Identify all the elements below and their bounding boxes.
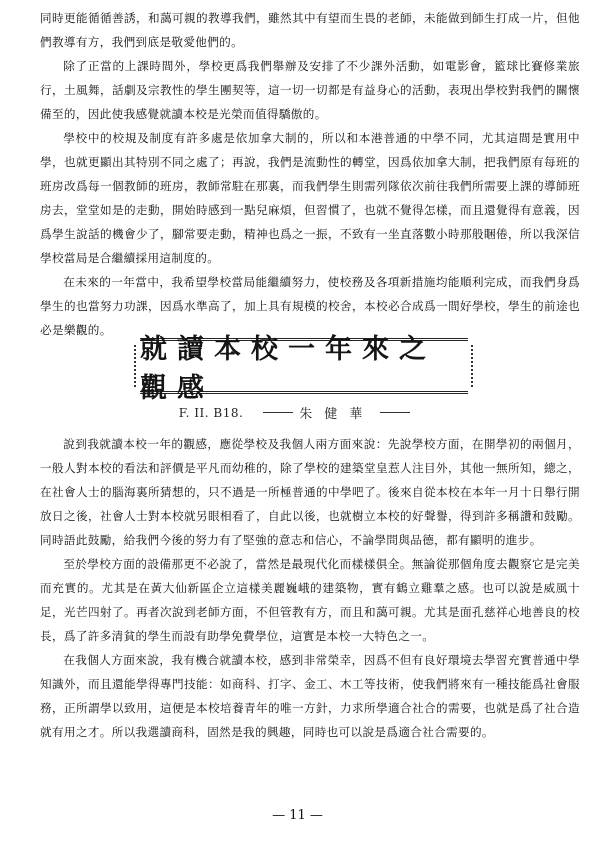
article-body [40,432,580,744]
upper-paragraph-1: 同時更能循循善誘，和藹可親的教導我們，雖然其中有望而生畏的老師，未能做到師生打成一片，但他們教導有方，我們到底是敬愛他們的。 [40,11,580,49]
upper-paragraph-4: 在未來的一年當中，我希望學校當局能繼續努力，使校務及各項新措施均能順利完成，而我們身爲學生的也當努力功課，因爲水準高了，加上具有規模的校舍，本校必合成爲一間好學校，學生的前途也必是樂觀的。 [40,275,580,337]
dash-right [380,412,410,413]
author-byline [0,403,595,422]
upper-paragraph-3: 學校中的校規及制度有許多處是依加拿大制的，所以和本港普通的中學不同，尤其這間是實用中學，也就更顯出其特別不同之處了；再說，我們是流動性的轉堂，因爲依加拿大制，把我們原有每班的班房改爲每一個教師的班房，教師常駐在那裏，而我們學生則需列隊依次前往我們所需要上課的導師班房去，堂堂如是的走動，開始時感到一點兒麻煩，但習慣了，也就不覺得怎樣，而且還覺得有意義，因爲學生說話的機會少了，腳常要走動，精神也爲之一振，不致有一坐直落數小時那般睏倦，所以我深信學校當局是合繼續採用這制度的。 [40,131,580,265]
article-title-frame [140,334,468,404]
body-paragraph-3: 在我個人方面來說，我有機合就讀本校，感到非常榮幸，因爲不但有良好環境去學習充實普通中學知識外，而且還能學得專門技能：如商科、打字、金工、木工等技術，使我們將來有一種技能爲社會服務，正所謂學以致用，這便是本校培養青年的唯一方針，力求所學適合社合的需要，也就是爲了社合造就有用之才。所以我選讀商科，固然是我的興趣，同時也可以說是爲適合社合需要的。 [40,653,580,739]
body-paragraph-1: 說到我就讀本校一年的觀感，應從學校及我個人兩方面來說：先說學校方面，在開學初的兩個月，一般人對本校的看法和評價是平凡而幼稚的，除了學校的建築堂皇惹人注目外，其他一無所知，總之，在社會人士的腦海裏所猜想的，只不過是一所極普通的中學吧了。後來自從本校在本年一月十日舉行開放日之後，社會人士對本校就另眼相看了，自此以後，也就樹立本校的好聲譽，得到許多稱讚和鼓勵。同時語此鼓勵，給我們今後的努力有了堅強的意志和信心，不論學問與品德，都有顯明的進步。 [40,437,580,547]
article-title: 就讀本校一年來之觀感 [140,334,436,404]
author-class: F. II. B18. [178,405,244,420]
page-number: — 11 — [272,808,323,823]
upper-paragraph-2: 除了正當的上課時間外，學校更爲我們舉辦及安排了不少課外活動，如電影會，籃球比賽修業旅行，土風舞，話劇及宗教性的學生團契等，這一切一切都是有益身心的活動，表現出學校對我們的關懷備至的，因此使我感覺就讀本校是光榮而值得驕傲的。 [40,59,580,121]
upper-article-continuation [40,6,580,342]
author-name: 朱健華 [299,407,375,422]
body-paragraph-2: 至於學校方面的設備那更不必說了，當然是最現代化而樣樣俱全。無論從那個角度去觀察它是完美而充實的。尤其是在黃大仙新區企立這樣美麗巍峨的建築物，實有鶴立雞羣之感。也可以說是威風十足，光芒四射了。再者次說到老師方面，不但管教有方，而且和藹可親。尤其是面孔慈祥心地善良的校長，爲了許多清貧的學生而設有助學免費學位，這實是本校一大特色之一。 [40,557,580,643]
dash-left [263,412,293,413]
